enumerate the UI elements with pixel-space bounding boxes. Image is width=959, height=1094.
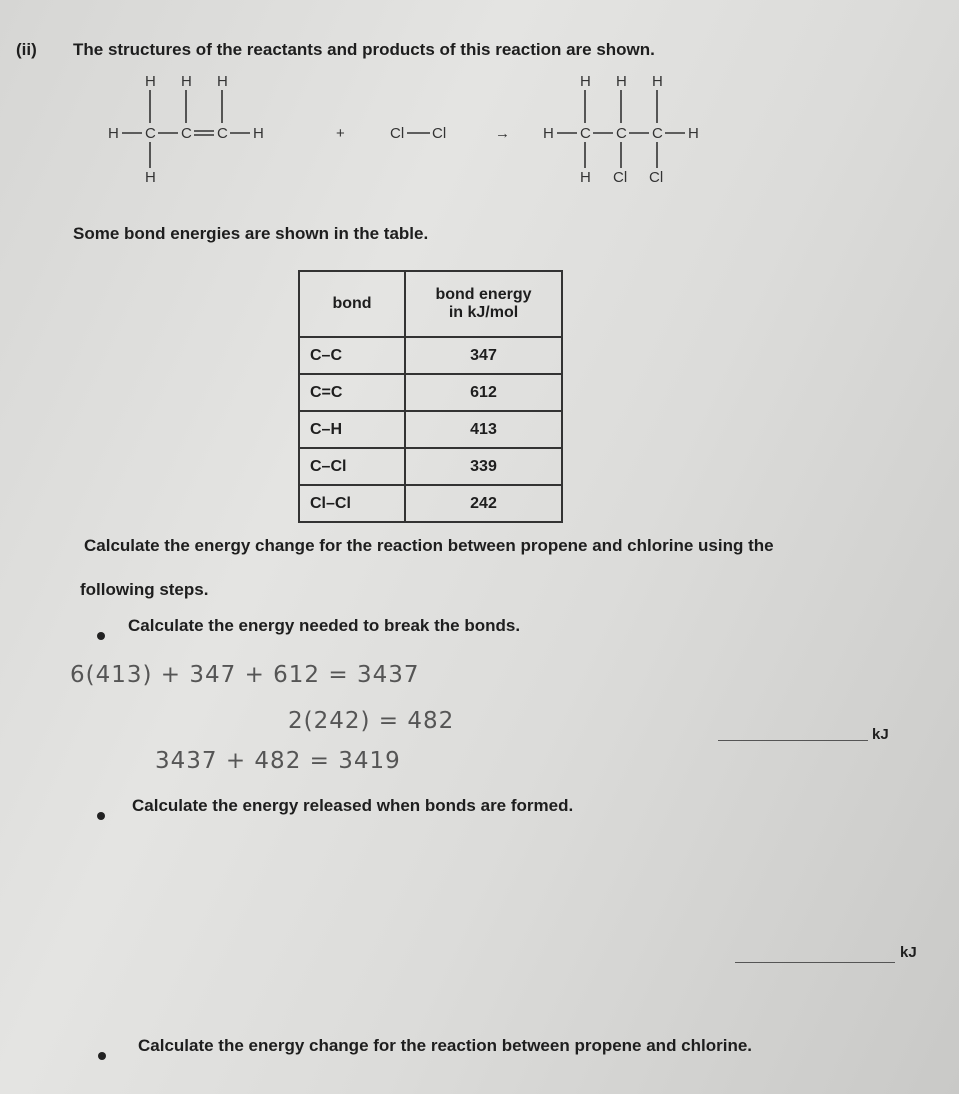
bond-cell: C–Cl bbox=[299, 448, 405, 485]
atom: C bbox=[181, 125, 192, 142]
atom: C bbox=[652, 125, 663, 142]
unit-label-1: kJ bbox=[872, 726, 889, 743]
table-row bbox=[299, 337, 562, 374]
table-row bbox=[299, 374, 562, 411]
reaction-arrow: → bbox=[495, 125, 510, 142]
atom: C bbox=[616, 125, 627, 142]
header-bond: bond bbox=[299, 271, 405, 337]
bond-energy-table bbox=[298, 270, 563, 523]
table-intro: Some bond energies are shown in the table. bbox=[73, 224, 429, 243]
bond-cell: C–H bbox=[299, 411, 405, 448]
table-row bbox=[299, 485, 562, 522]
atom: Cl bbox=[390, 125, 405, 142]
atom: H bbox=[181, 73, 192, 90]
atom: C bbox=[145, 125, 156, 142]
reaction-diagram bbox=[100, 68, 750, 198]
energy-cell: 339 bbox=[405, 448, 562, 485]
atom: Cl bbox=[613, 169, 628, 186]
step-3: Calculate the energy change for the reaction between propene and chlorine. bbox=[138, 1036, 753, 1055]
atom: H bbox=[616, 73, 627, 90]
task-text-line2: following steps. bbox=[80, 580, 209, 599]
plus-sign: + bbox=[336, 125, 345, 142]
bond-cell: C–C bbox=[299, 337, 405, 374]
atom: H bbox=[217, 73, 228, 90]
bond-cell: Cl–Cl bbox=[299, 485, 405, 522]
header-energy: bond energy in kJ/mol bbox=[405, 271, 562, 337]
answer-line-2[interactable] bbox=[735, 962, 895, 963]
bullet-icon bbox=[97, 812, 105, 820]
energy-cell: 413 bbox=[405, 411, 562, 448]
bond-cell: C=C bbox=[299, 374, 405, 411]
atom: H bbox=[108, 125, 119, 142]
atom: C bbox=[580, 125, 591, 142]
atom: H bbox=[253, 125, 264, 142]
atom: H bbox=[145, 73, 156, 90]
handwritten-line-3: 3437 + 482 = 3419 bbox=[155, 748, 401, 774]
answer-line-1[interactable] bbox=[718, 740, 868, 741]
atom: H bbox=[652, 73, 663, 90]
atom: Cl bbox=[649, 169, 664, 186]
task-text-line1: Calculate the energy change for the reaction between propene and chlorine using the bbox=[84, 536, 774, 555]
atom: H bbox=[580, 73, 591, 90]
handwritten-line-1: 6(413) + 347 + 612 = 3437 bbox=[70, 662, 420, 688]
atom: H bbox=[688, 125, 699, 142]
question-number: (ii) bbox=[16, 40, 37, 59]
energy-cell: 347 bbox=[405, 337, 562, 374]
table-row bbox=[299, 411, 562, 448]
step-1: Calculate the energy needed to break the bonds. bbox=[128, 616, 521, 635]
table-row bbox=[299, 448, 562, 485]
step-2: Calculate the energy released when bonds are formed. bbox=[132, 796, 574, 815]
atom: H bbox=[543, 125, 554, 142]
bullet-icon bbox=[97, 632, 105, 640]
question-intro: The structures of the reactants and products of this reaction are shown. bbox=[73, 40, 655, 59]
handwritten-line-2: 2(242) = 482 bbox=[288, 708, 455, 734]
bullet-icon bbox=[98, 1052, 106, 1060]
energy-cell: 612 bbox=[405, 374, 562, 411]
energy-cell: 242 bbox=[405, 485, 562, 522]
atom: C bbox=[217, 125, 228, 142]
atom: H bbox=[580, 169, 591, 186]
atom: H bbox=[145, 169, 156, 186]
unit-label-2: kJ bbox=[900, 944, 917, 961]
atom: Cl bbox=[432, 125, 447, 142]
